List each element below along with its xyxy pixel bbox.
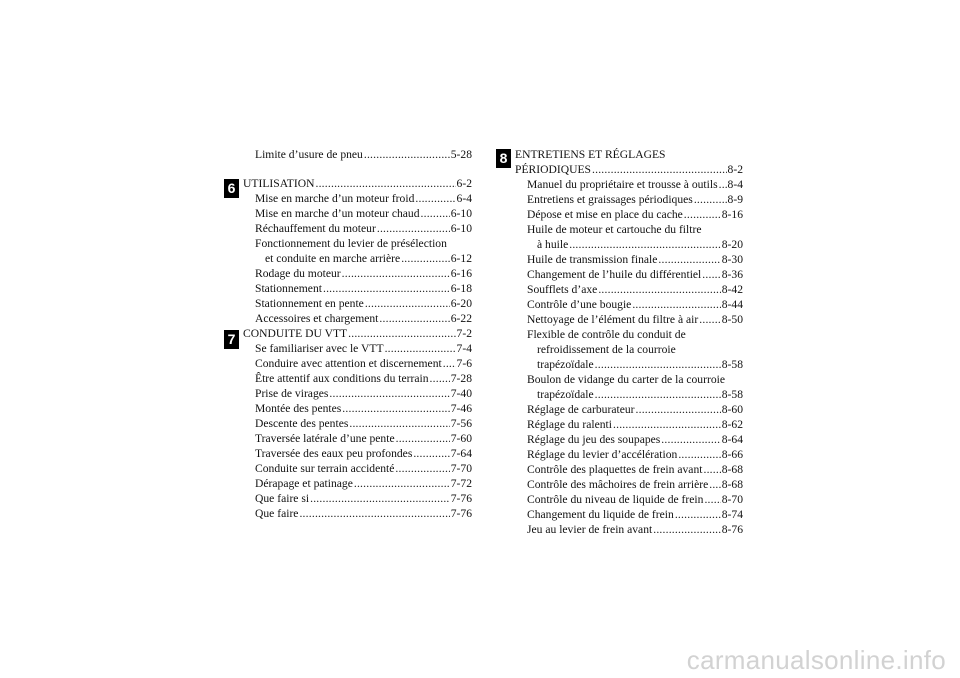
toc-section-heading: ENTRETIENS ET RÉGLAGES (515, 148, 666, 161)
section-tab-7: 7 (224, 330, 239, 349)
toc-entry: Limite d’usure de pneu ..... 5-28 (243, 147, 472, 162)
toc-section-8 (515, 147, 743, 537)
section-tab-8: 8 (496, 149, 511, 168)
toc-entry: Que faire si ..... 7-76 (243, 491, 472, 506)
toc-entry: Changement de l’huile du différentiel ..... 8-36 (515, 267, 743, 282)
toc-entry: Se familiariser avec le VTT ..... 7-4 (243, 341, 472, 356)
toc-section-heading: CONDUITE DU VTT ..... 7-2 (243, 326, 472, 341)
toc-entry: Montée des pentes ..... 7-46 (243, 401, 472, 416)
toc-entry: Être attentif aux conditions du terrain ..... 7-28 (243, 371, 472, 386)
toc-entry: et conduite en marche arrière ..... 6-12 (243, 251, 472, 266)
toc-entry: Réchauffement du moteur ..... 6-10 (243, 221, 472, 236)
toc-entry: Conduire avec attention et discernement ..... 7-6 (243, 356, 472, 371)
toc-entry-line: Boulon de vidange du carter de la courroie (527, 373, 725, 386)
toc-entry: trapézoïdale ..... 8-58 (515, 387, 743, 402)
toc-entry: Stationnement ..... 6-18 (243, 281, 472, 296)
toc-entry: Traversée latérale d’une pente ..... 7-60 (243, 431, 472, 446)
toc-entry: Mise en marche d’un moteur froid ..... 6-4 (243, 191, 472, 206)
toc-entry: Descente des pentes ..... 7-56 (243, 416, 472, 431)
toc-entry: Huile de transmission finale ..... 8-30 (515, 252, 743, 267)
toc-entry: Accessoires et chargement ..... 6-22 (243, 311, 472, 326)
toc-entry: Jeu au levier de frein avant ..... 8-76 (515, 522, 743, 537)
toc-entry-line: Fonctionnement du levier de présélection (255, 237, 447, 250)
toc-section-heading: UTILISATION ..... 6-2 (243, 176, 472, 191)
toc-entry: Stationnement en pente ..... 6-20 (243, 296, 472, 311)
toc-entry: Entretiens et graissages périodiques ..... 8-9 (515, 192, 743, 207)
toc-entry: Contrôle des mâchoires de frein arrière ..... 8-68 (515, 477, 743, 492)
toc-entry: Changement du liquide de frein ..... 8-74 (515, 507, 743, 522)
toc-entry: Réglage du ralenti ..... 8-62 (515, 417, 743, 432)
toc-section-7 (243, 326, 472, 521)
toc-entry: à huile ..... 8-20 (515, 237, 743, 252)
toc-entry: Traversée des eaux peu profondes ..... 7-64 (243, 446, 472, 461)
toc-entry-line: Flexible de contrôle du conduit de (527, 328, 686, 341)
section-tab-6: 6 (224, 179, 239, 198)
toc-entry: Réglage du levier d’accélération ..... 8-66 (515, 447, 743, 462)
toc-entry: Soufflets d’axe ..... 8-42 (515, 282, 743, 297)
toc-entry: Réglage de carburateur ..... 8-60 (515, 402, 743, 417)
toc-entry-line: refroidissement de la courroie (537, 343, 676, 356)
toc-entry-line: Huile de moteur et cartouche du filtre (527, 223, 702, 236)
toc-entry: Dérapage et patinage ..... 7-72 (243, 476, 472, 491)
toc-entry: Prise de virages ..... 7-40 (243, 386, 472, 401)
toc-entry: Réglage du jeu des soupapes ..... 8-64 (515, 432, 743, 447)
toc-entry: Rodage du moteur ..... 6-16 (243, 266, 472, 281)
toc-entry: Dépose et mise en place du cache ..... 8-16 (515, 207, 743, 222)
watermark: carmanualsonline.info (686, 645, 946, 675)
toc-entry: Contrôle des plaquettes de frein avant ..... 8-68 (515, 462, 743, 477)
toc-entry: Contrôle du niveau de liquide de frein ..... 8-70 (515, 492, 743, 507)
toc-section-heading: PÉRIODIQUES ..... 8-2 (515, 162, 743, 177)
toc-entry: Mise en marche d’un moteur chaud ..... 6-10 (243, 206, 472, 221)
toc-entry: trapézoïdale ..... 8-58 (515, 357, 743, 372)
toc-entry: Nettoyage de l’élément du filtre à air ..... 8-50 (515, 312, 743, 327)
toc-section-6 (243, 176, 472, 326)
toc-entry: Conduite sur terrain accidenté ..... 7-70 (243, 461, 472, 476)
toc-entry: Contrôle d’une bougie ..... 8-44 (515, 297, 743, 312)
toc-entry: Manuel du propriétaire et trousse à outils ..... 8-4 (515, 177, 743, 192)
toc-entry: Que faire ..... 7-76 (243, 506, 472, 521)
